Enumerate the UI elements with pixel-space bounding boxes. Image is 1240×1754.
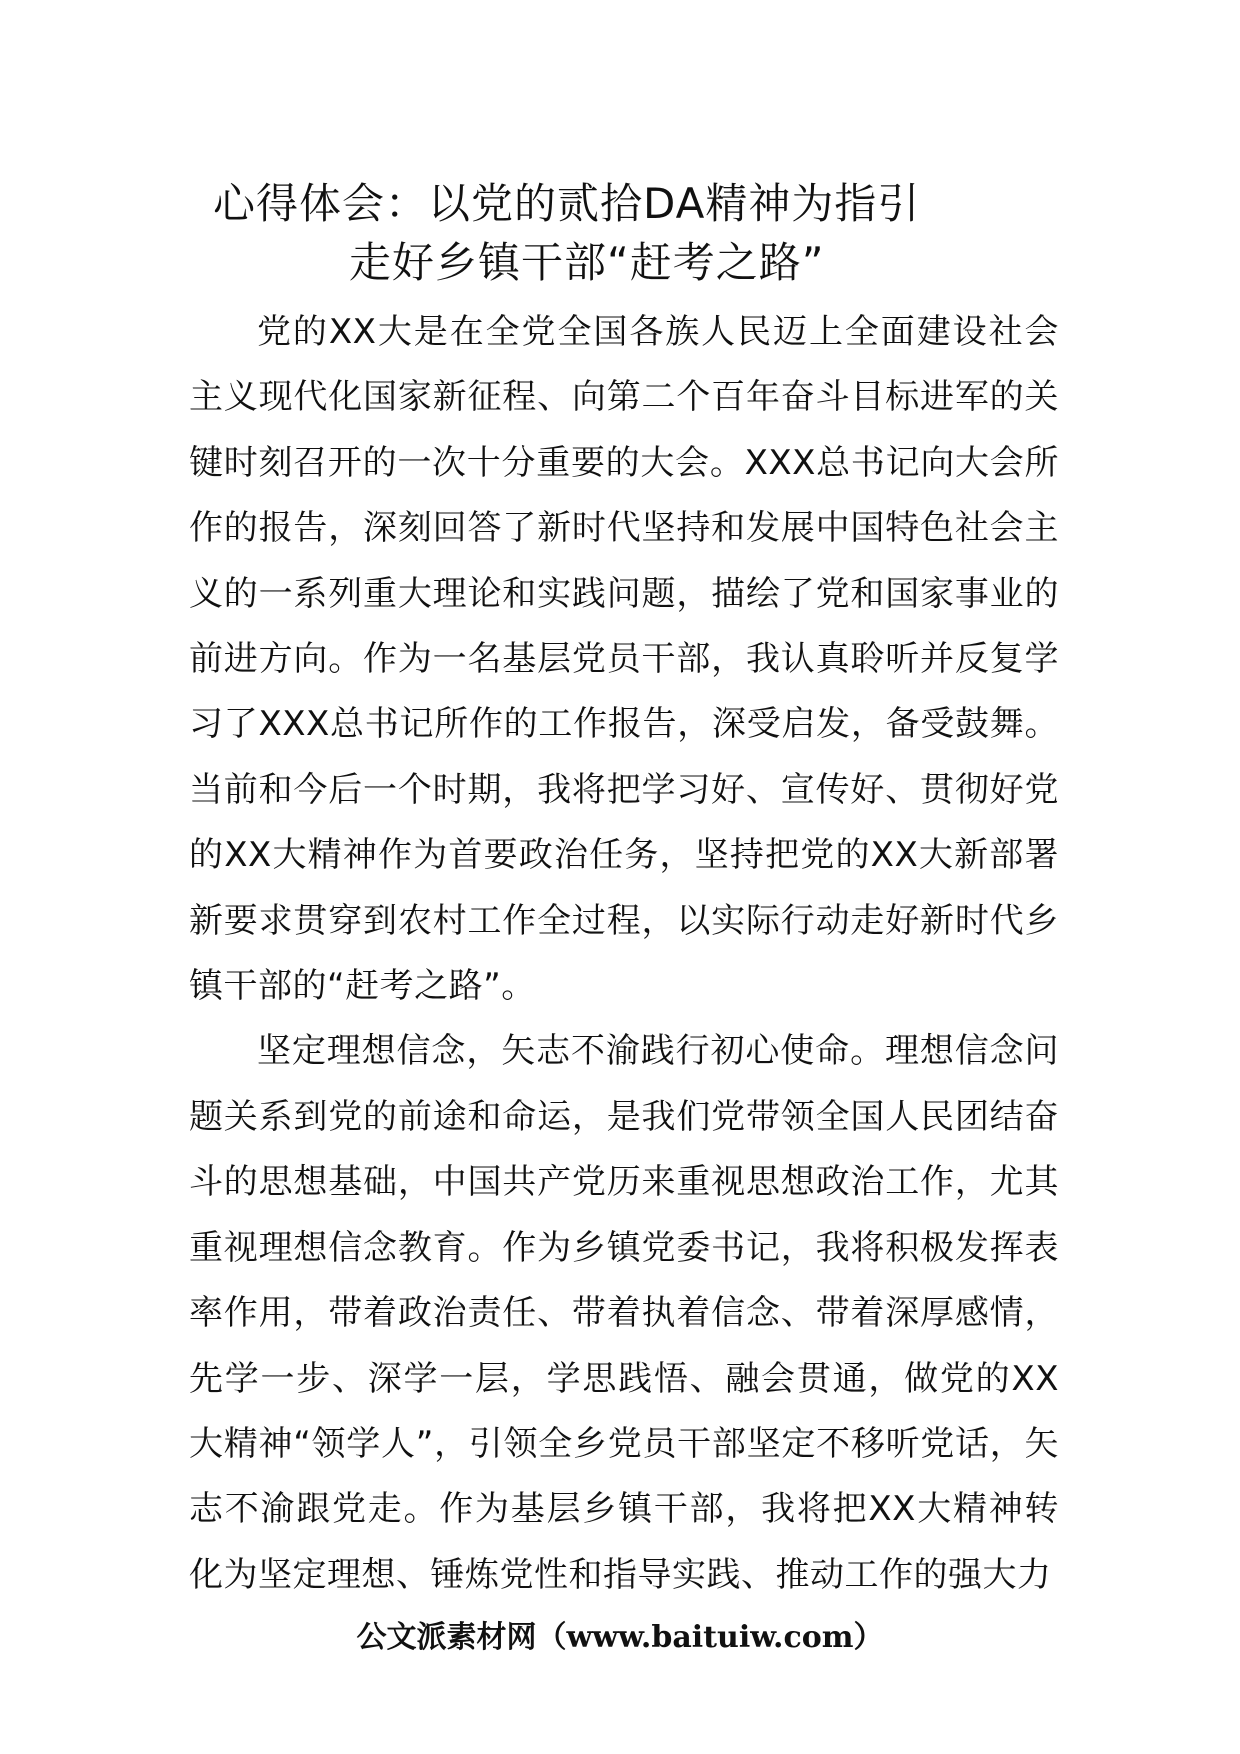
footer-watermark: 公文派素材网（www.baituiw.com）: [356, 1620, 884, 1655]
paragraph-2: 坚定理想信念，矢志不渝践行初心使命。理想信念问题关系到党的前途和命运，是我们党带领全国人民团结奋斗的思想基础，中国共产党历来重视思想政治工作，尤其重视理想信念教育。作为乡镇党委书记，我将积极发挥表率作用，带着政治责任、带着执着信念、带着深厚感情，先学一步、深学一层，学思践悟、融会贯通，做党的XX大精神“领学人”，引领全乡党员干部坚定不移听党话，矢志不渝跟党走。作为基层乡镇干部，我将把XX大精神转化为坚定理想、锤炼党性和指导实践、推动工作的强大力: [189, 1031, 1059, 1595]
document-body: [189, 300, 1059, 1608]
paragraph-1: 党的XX大是在全党全国各族人民迈上全面建设社会主义现代化国家新征程、向第二个百年奋斗目标进军的关键时刻召开的一次十分重要的大会。XXX总书记向大会所作的报告，深刻回答了新时代坚持和发展中国特色社会主义的一系列重大理论和实践问题，描绘了党和国家事业的前进方向。作为一名基层党员干部，我认真聆听并反复学习了XXX总书记所作的工作报告，深受启发，备受鼓舞。当前和今后一个时期，我将把学习好、宣传好、贯彻好党的XX大精神作为首要政治任务，坚持把党的XX大新部署新要求贯穿到农村工作全过程，以实际行动走好新时代乡镇干部的“赶考之路”。: [189, 312, 1059, 1007]
document-title-line-2: 走好乡镇干部“赶考之路”: [349, 238, 825, 287]
document-title-line-1: 心得体会：以党的贰拾DA精神为指引: [213, 179, 921, 228]
